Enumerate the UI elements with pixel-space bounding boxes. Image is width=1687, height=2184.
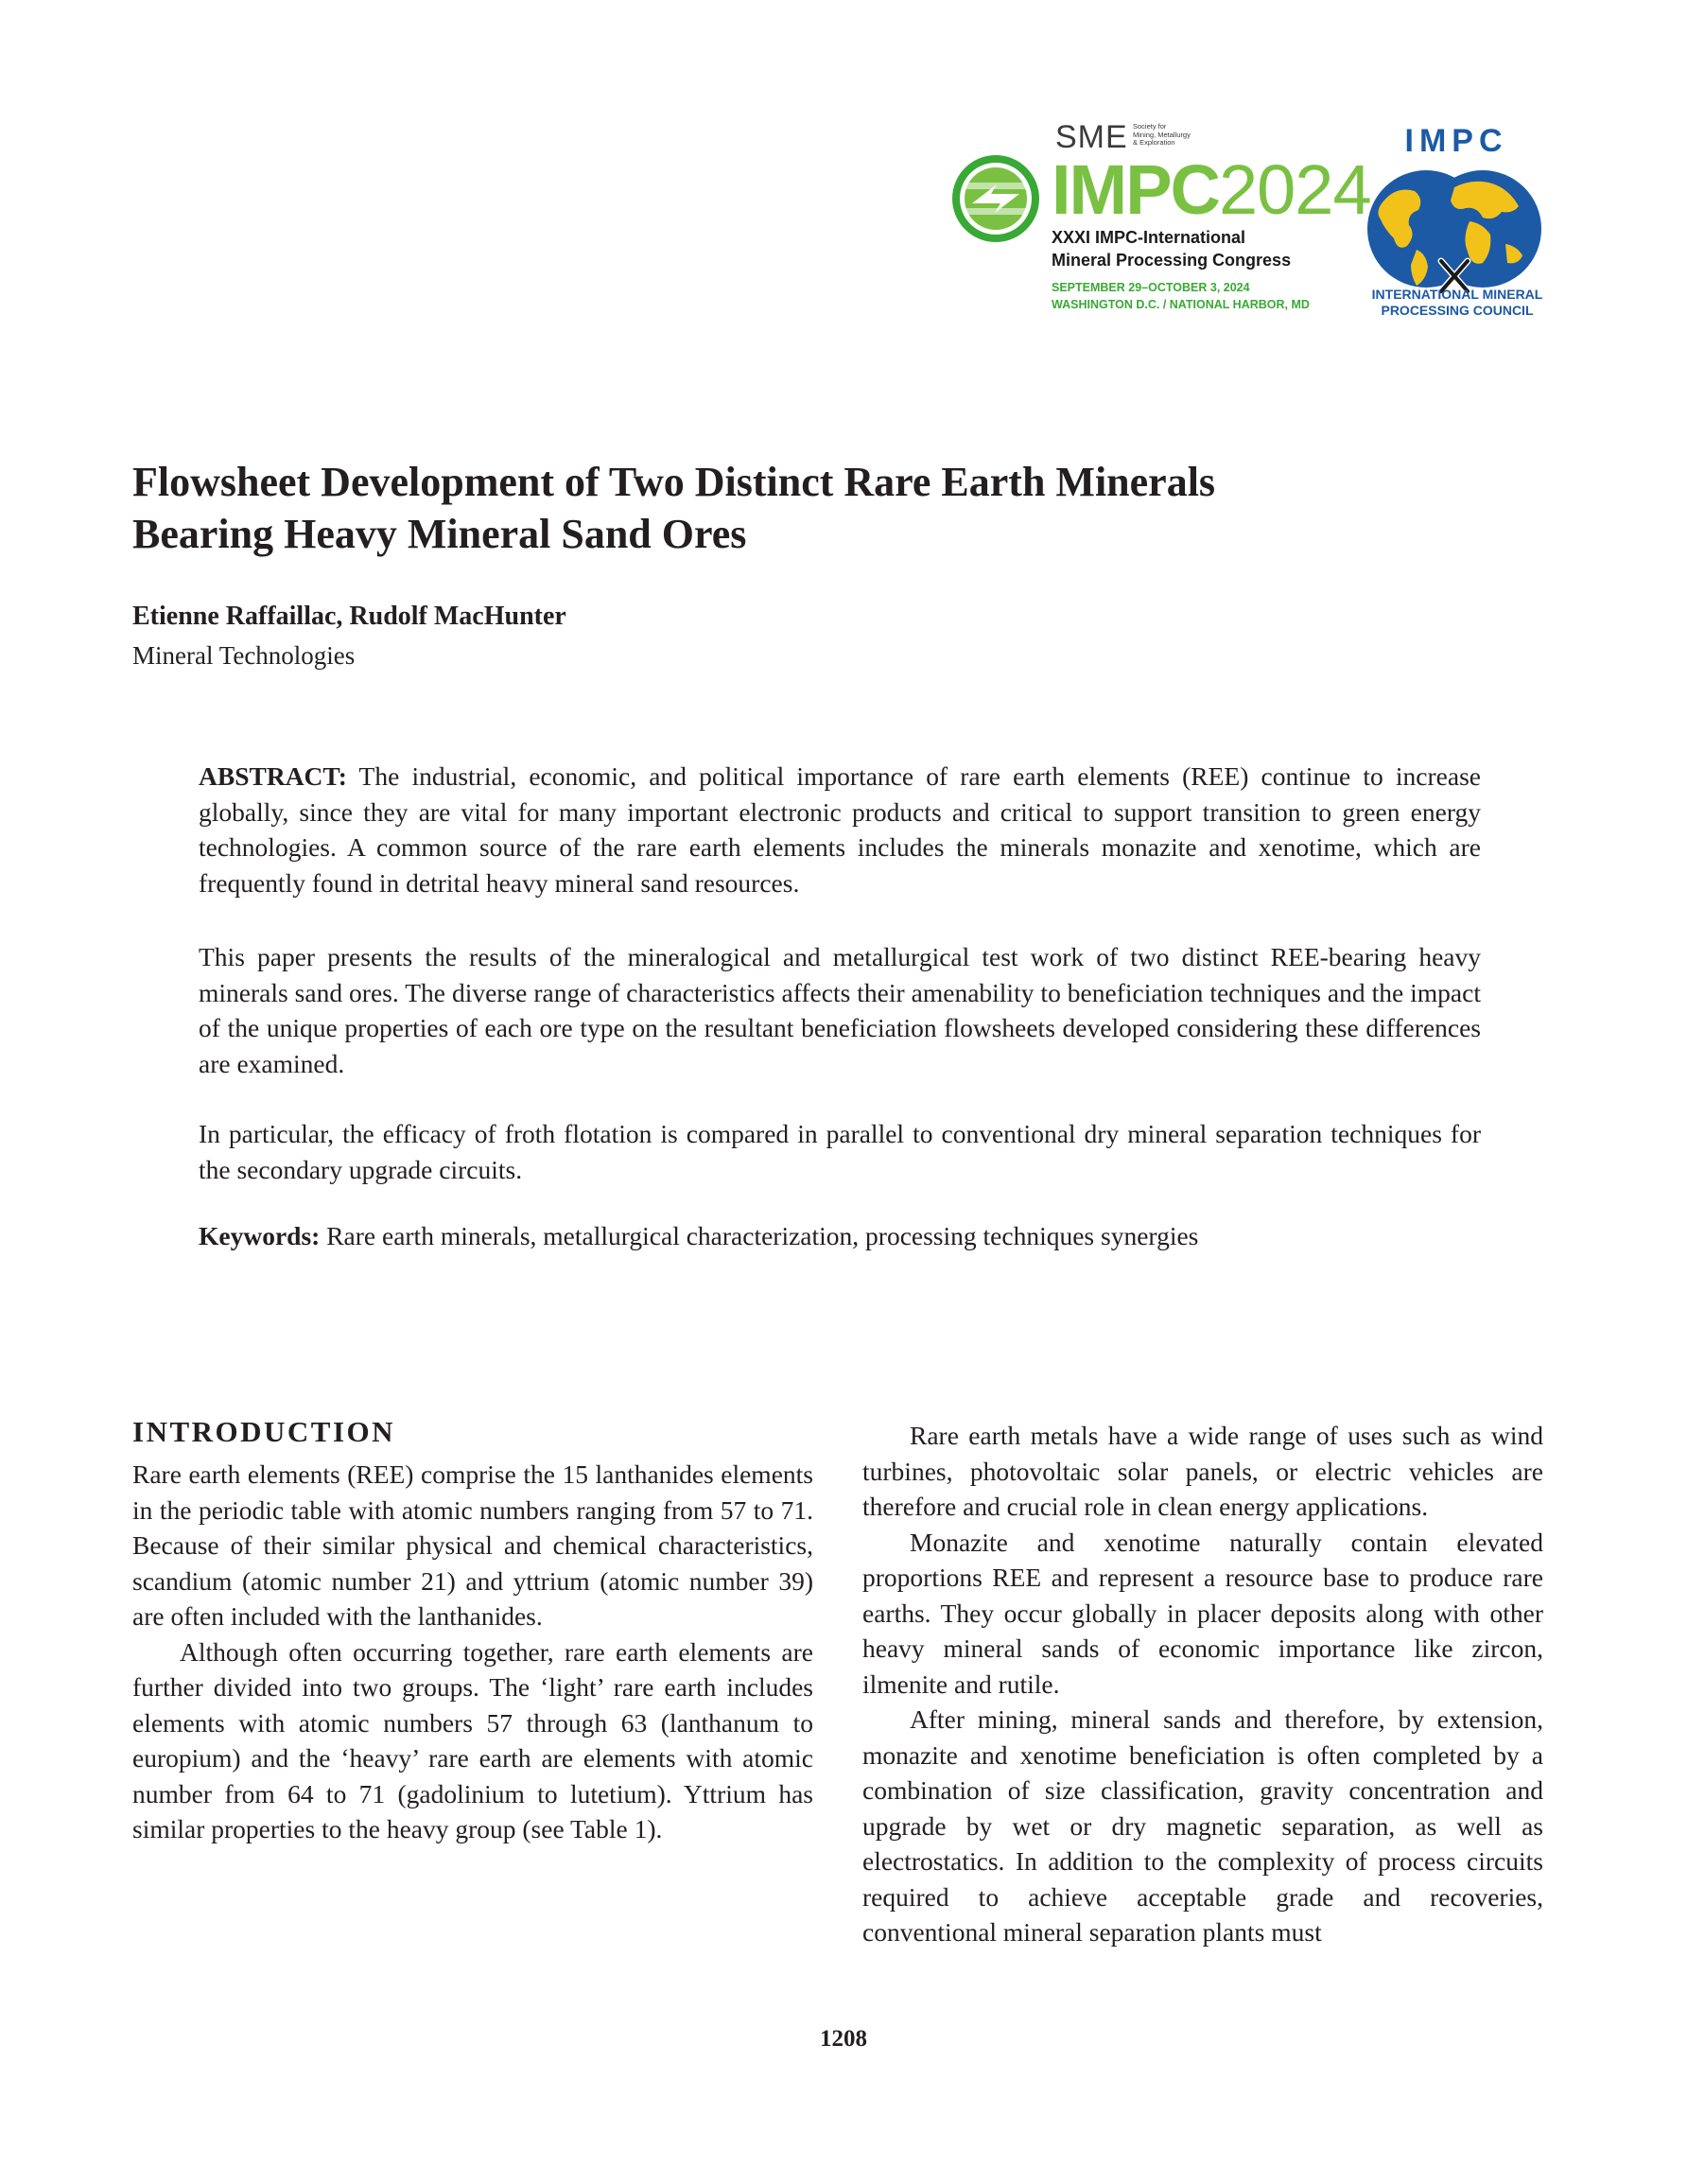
council-name-line-2: PROCESSING COUNCIL [1381,303,1534,318]
abstract-label: ABSTRACT: [199,761,347,791]
paper-affiliation: Mineral Technologies [132,641,356,670]
section-heading-introduction: INTRODUCTION [132,1415,396,1448]
keywords-label: Keywords: [199,1221,321,1250]
right-column [862,1418,1543,1950]
sme-logo [1055,119,1207,153]
left-column [132,1457,813,1847]
body-paragraph: After mining, mineral sands and therefore, by extension, monazite and xenotime beneficiation is often completed by a combination of size classification, gravity concentration and upgrade by wet or dry magnetic separation, as well as electrostatics. In addition to the complexity of process circuits required to achieve acceptable grade and recoveries, conventional mineral separation plants must [862,1704,1543,1947]
body-paragraph: Rare earth metals have a wide range of uses such as wind turbines, photovoltaic solar panels, or electric vehicles are therefore and crucial role in clean energy applications. [862,1421,1543,1521]
paper-authors: Etienne Raffaillac, Rudolf MacHunter [132,602,566,631]
congress-venue: WASHINGTON D.C. / NATIONAL HARBOR, MD [1052,298,1310,311]
body-paragraph: Rare earth elements (REE) comprise the 15 lanthanides elements in the periodic table with atomic numbers ranging from 57 to 71. Because of their similar physical and chemical characteristics, scandium (atomic number 21) and yttrium (atomic number 39) are often included with the lanthanides. [132,1459,813,1631]
keywords-text: Rare earth minerals, metallurgical characterization, processing techniques synergies [326,1221,1199,1250]
body-paragraph: Monazite and xenotime naturally contain elevated proportions REE and represent a resource base to produce rare earths. They occur globally in placer deposits along with other heavy mineral sands of economic importance like zircon, ilmenite and rutile. [862,1527,1543,1699]
body-paragraph: Although often occurring together, rare earth elements are further divided into two groups. The ‘light’ rare earth includes elements with atomic numbers 57 through 63 (lanthanum to europium) and the ‘heavy’ rare earth are elements with atomic number from 64 to 71 (gadolinium to lutetium). Yttrium has similar properties to the heavy group (see Table 1). [132,1636,813,1843]
sme-wordmark: SME [1055,119,1128,155]
page-number: 1208 [820,2026,867,2052]
sme-tagline-line: Mining, Metallurgy [1133,130,1191,139]
impc-2024-wordmark [1052,149,1371,229]
abstract-paragraph: This paper presents the results of the mineralogical and metallurgical test work of two distinct REE-bearing heavy minerals sand ores. The diverse range of characteristics affects their amenability to beneficiation techniques and the impact of the unique properties of each ore type on the resultant beneficiation flowsheets developed considering these differences are examined. [199,942,1481,1078]
abstract-paragraph: In particular, the efficacy of froth flotation is compared in parallel to conventional dry mineral separation techniques for the secondary upgrade circuits. [199,1119,1481,1184]
paper-title [132,456,1456,560]
congress-name-line-2: Mineral Processing Congress [1052,251,1292,270]
impc-acronym: IMPC [1052,150,1219,229]
impc-congress-emblem-icon [951,154,1040,243]
sme-tagline-line: Society for [1133,122,1167,131]
council-acronym: IMPC [1404,123,1508,159]
impc-year: 2024 [1219,150,1371,229]
sme-tagline-line: & Exploration [1133,138,1175,147]
abstract-text: The industrial, economic, and political importance of rare earth elements (REE) continue to increase globally, since they are vital for many important electronic products and critical to support transition to green energy technologies. A common source of the rare earth elements includes the minerals monazite and xenotime, which are frequently found in detrital heavy mineral sand resources. [199,761,1481,898]
abstract-paragraph [199,759,1481,900]
congress-name-line-1: XXXI IMPC-International [1052,228,1246,247]
keywords [199,1218,1481,1254]
sme-tagline [1133,123,1218,148]
paper-title-line-1: Flowsheet Development of Two Distinct Rare Earth Minerals [132,459,1216,505]
paper-title-line-2: Bearing Heavy Mineral Sand Ores [132,511,747,557]
council-name-line-1: INTERNATIONAL MINERAL [1371,287,1543,302]
congress-dates: SEPTEMBER 29–OCTOBER 3, 2024 [1052,281,1250,294]
